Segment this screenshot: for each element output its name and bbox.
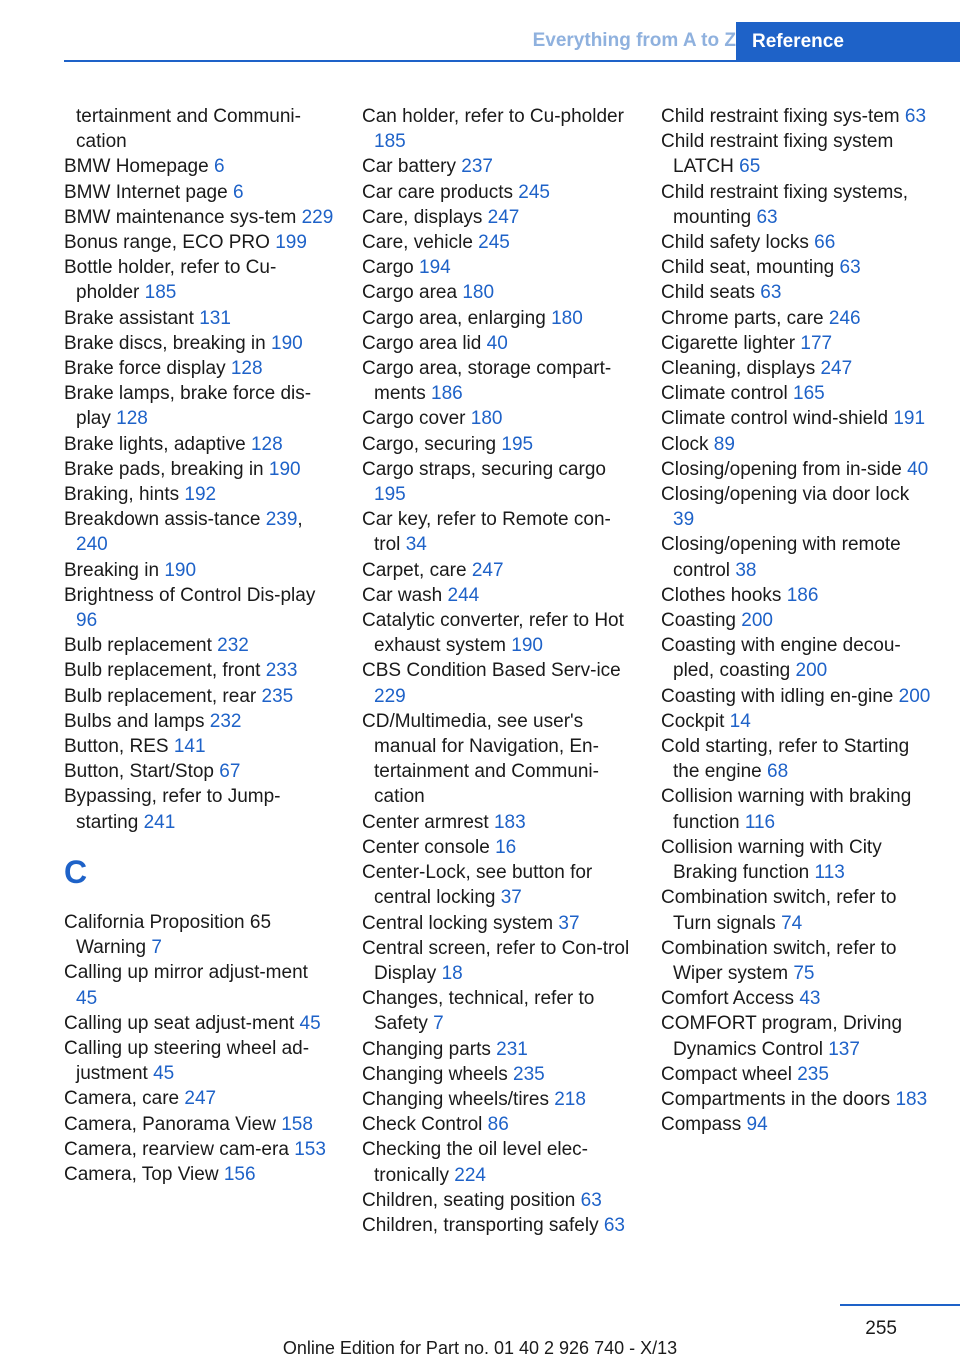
entry-term: Cargo, securing (362, 433, 497, 455)
index-entry (64, 684, 334, 709)
entry-term: Calling up seat adjust-ment (64, 1012, 295, 1034)
index-entry (64, 1162, 334, 1187)
entry-term: California Proposition 65 Warning (64, 911, 272, 959)
page-reference-link[interactable]: 232 (217, 635, 249, 657)
page-reference-link[interactable]: 232 (209, 710, 242, 732)
index-entry (362, 306, 632, 331)
page-reference-link[interactable]: 43 (799, 988, 821, 1010)
entry-term: tertainment and Communi-cation (76, 106, 301, 153)
page-reference-link[interactable]: 74 (781, 912, 803, 934)
index-entry (64, 180, 334, 205)
entry-term: Compact wheel (661, 1063, 792, 1085)
page-reference-link[interactable]: 128 (230, 358, 263, 380)
page-reference-link[interactable]: 190 (271, 332, 303, 354)
entry-term: Car key, refer to Remote con-trol (362, 509, 611, 556)
page-reference-link[interactable]: 229 (301, 206, 334, 228)
index-entry (661, 532, 931, 582)
page-reference-link[interactable]: 200 (795, 660, 828, 682)
entry-term: Cargo area, enlarging (362, 307, 546, 329)
entry-term: Central screen, refer to Con-trol Display (362, 937, 630, 984)
page-reference-link[interactable]: 192 (184, 484, 217, 506)
page-reference-link[interactable]: 6 (213, 156, 225, 178)
index-entry (64, 1011, 334, 1036)
page-reference-link[interactable]: 75 (793, 962, 815, 984)
index-entry (64, 356, 334, 381)
index-entry (362, 356, 632, 406)
index-entry (64, 154, 334, 179)
page-reference-link[interactable]: 18 (441, 962, 463, 984)
page-reference-link[interactable]: 137 (828, 1038, 860, 1060)
entry-term: Collision warning with City Braking function (661, 836, 882, 884)
index-entry (661, 255, 931, 280)
entry-term: Bypassing, refer to Jump-starting (64, 786, 281, 833)
entry-term: Children, transporting safely (362, 1214, 599, 1236)
entry-term: Cold starting, refer to Starting the engine (661, 736, 910, 783)
page-reference-link[interactable]: 199 (275, 232, 307, 254)
page-reference-link[interactable]: 63 (603, 1214, 625, 1236)
index-entry (661, 356, 931, 381)
page-reference-link[interactable]: 89 (713, 433, 735, 455)
entry-term: Child seat, mounting (661, 257, 835, 279)
page-reference-link[interactable]: 39 (673, 509, 695, 531)
entry-term: Care, displays (362, 206, 483, 228)
entry-term: Cleaning, displays (661, 358, 816, 380)
page-reference-link[interactable]: 45 (299, 1012, 321, 1034)
index-entry (661, 709, 931, 734)
index-entry (64, 1036, 334, 1086)
index-entry (661, 1112, 931, 1137)
page-reference-link[interactable]: 116 (744, 811, 776, 833)
index-entry (661, 1011, 931, 1061)
page-reference-link[interactable]: 94 (746, 1114, 768, 1136)
entry-term: Clothes hooks (661, 584, 782, 606)
entry-term: CBS Condition Based Serv-ice (362, 660, 621, 682)
index-entry (661, 381, 931, 406)
entry-term: Cargo area, storage compart-ments (362, 358, 612, 405)
index-entry (362, 658, 632, 708)
entry-term: Center armrest (362, 811, 489, 833)
page-number: 255 (865, 1318, 897, 1339)
entry-term: Compass (661, 1114, 742, 1136)
page-reference-link[interactable]: 153 (294, 1138, 326, 1160)
entry-term: Bottle holder, refer to Cu-pholder (64, 257, 277, 304)
page-reference-link[interactable]: 233 (265, 660, 298, 682)
index-entry (362, 709, 632, 810)
page-reference-link[interactable]: 37 (558, 912, 580, 934)
entry-term: Bonus range, ECO PRO (64, 232, 270, 254)
entry-term: Camera, Panorama View (64, 1113, 276, 1135)
index-entry (64, 1086, 334, 1111)
index-entry (362, 1037, 632, 1062)
entry-term: BMW Internet page (64, 181, 228, 203)
entry-term: Chrome parts, care (661, 307, 824, 329)
index-entry (661, 608, 931, 633)
index-entry (362, 558, 632, 583)
page-reference-link[interactable]: 183 (493, 811, 526, 833)
page-reference-link[interactable]: 180 (551, 307, 583, 329)
page-reference-link[interactable]: 190 (164, 559, 197, 581)
page-reference-link[interactable]: 14 (729, 710, 751, 732)
index-entry (661, 406, 931, 431)
index-column-2 (362, 104, 632, 1238)
page-reference-link[interactable]: 190 (268, 458, 301, 480)
edition-footer: Online Edition for Part no. 01 40 2 926 740 - X/13 (282, 1338, 678, 1358)
entry-term: Brake lamps, brake force dis-play (64, 383, 312, 430)
entry-term: Calling up steering wheel ad-justment (64, 1037, 310, 1085)
entry-term: Cockpit (661, 710, 725, 732)
page-reference-link[interactable]: 245 (478, 232, 510, 254)
entry-term: Bulb replacement (64, 635, 212, 657)
index-entry (64, 734, 334, 759)
header-rule (64, 60, 960, 62)
entry-term: Brake pads, breaking in (64, 458, 264, 480)
index-entry (362, 255, 632, 280)
index-entry (64, 558, 334, 583)
index-entry (64, 205, 334, 230)
entry-term: CD/Multimedia, see user's manual for Navigation, En-tertainment and Communi-cation (362, 710, 599, 808)
entry-term: Clock (661, 433, 709, 455)
entry-term: Collision warning with braking function (661, 786, 912, 833)
index-entry (64, 910, 334, 960)
index-entry (64, 960, 334, 1010)
page-reference-link[interactable]: 241 (143, 811, 176, 833)
entry-term: Camera, Top View (64, 1163, 219, 1185)
page-reference-link[interactable]: 7 (151, 937, 162, 959)
page-reference-link[interactable]: 63 (756, 206, 778, 228)
entry-term: Comfort Access (661, 988, 795, 1010)
entry-term: Coasting (661, 610, 736, 632)
entry-term: Coasting with idling en-gine (661, 685, 894, 707)
section-letter: C (64, 853, 88, 890)
index-entry (362, 1087, 632, 1112)
page-reference-link[interactable]: 235 (513, 1063, 545, 1085)
page-reference-link[interactable]: 247 (487, 206, 520, 228)
index-entry (661, 835, 931, 885)
page-reference-link[interactable]: 246 (828, 307, 861, 329)
page-reference-link[interactable]: 195 (374, 484, 406, 506)
entry-term: Button, RES (64, 736, 169, 758)
page-reference-link[interactable]: 183 (895, 1088, 928, 1110)
index-entry (64, 583, 334, 633)
index-entry (362, 911, 632, 936)
index-entry (64, 759, 334, 784)
page-header (0, 0, 960, 62)
entry-term: Closing/opening with remote control (661, 534, 901, 581)
page-reference-link[interactable]: 63 (904, 106, 927, 127)
index-entry (661, 583, 931, 608)
index-entry (64, 432, 334, 457)
index-entry (661, 180, 931, 230)
page-reference-link[interactable]: 156 (223, 1163, 256, 1185)
page-reference-link[interactable]: 66 (814, 232, 836, 254)
index-column-3 (661, 104, 931, 1137)
page-reference-link[interactable]: 128 (250, 433, 283, 455)
entry-term: Changing parts (362, 1038, 491, 1060)
page-reference-link[interactable]: 37 (500, 887, 522, 909)
entry-term: Car care products (362, 181, 514, 203)
index-entry (362, 230, 632, 255)
index-entry (362, 608, 632, 658)
entry-term: Camera, care (64, 1088, 180, 1110)
entry-term: Coasting with engine decou-pled, coasting (661, 635, 901, 682)
page-reference-link[interactable]: 40 (486, 332, 508, 354)
index-entry (64, 306, 334, 331)
entry-term: Children, seating position (362, 1189, 576, 1211)
page-reference-link[interactable]: 186 (786, 584, 819, 606)
page-reference-link[interactable]: 45 (153, 1063, 175, 1085)
entry-term: Climate control (661, 383, 788, 405)
index-entry (362, 180, 632, 205)
entry-term: Changing wheels (362, 1063, 508, 1085)
index-entry (64, 784, 334, 834)
page-reference-link[interactable]: 96 (76, 610, 98, 632)
entry-term: BMW Homepage (64, 156, 209, 178)
page-reference-link[interactable]: 6 (232, 181, 244, 203)
page-reference-link[interactable]: 235 (261, 685, 294, 707)
page-reference-link[interactable]: 190 (511, 635, 543, 657)
index-entry (661, 280, 931, 305)
index-entry (64, 633, 334, 658)
index-entry: Breakdown assis-tance 239, 240 (64, 509, 303, 556)
page-reference-link[interactable]: 7 (433, 1013, 444, 1035)
entry-term: Changes, technical, refer to Safety (362, 988, 595, 1035)
index-entry (661, 104, 931, 129)
page-reference-link[interactable]: 38 (735, 559, 757, 581)
page-reference-link[interactable]: 40 (907, 458, 929, 480)
index-entry (661, 306, 931, 331)
index-entry (661, 684, 931, 709)
page-reference-link[interactable]: 63 (580, 1189, 602, 1211)
index-entry (661, 986, 931, 1011)
entry-term: Breaking in (64, 559, 160, 581)
index-entry (661, 885, 931, 935)
page-reference-link[interactable]: 195 (501, 433, 534, 455)
entry-term: Closing/opening from in-side (661, 458, 902, 480)
index-entry (661, 734, 931, 784)
page-reference-link[interactable]: 131 (199, 307, 231, 329)
page-reference-link[interactable]: 45 (76, 987, 98, 1009)
entry-term: Checking the oil level elec-tronically (362, 1139, 589, 1186)
index-entry (661, 1062, 931, 1087)
entry-term: Child seats (661, 282, 755, 304)
page-reference-link[interactable]: 194 (419, 257, 451, 279)
page-reference-link[interactable]: 177 (800, 332, 833, 354)
entry-term: Calling up mirror adjust-ment (64, 962, 308, 984)
page-reference-link[interactable]: 34 (405, 534, 427, 556)
entry-term: Bulbs and lamps (64, 710, 205, 732)
index-entry (661, 784, 931, 834)
entry-term: Cigarette lighter (661, 332, 796, 354)
index-entry (362, 986, 632, 1036)
page-reference-link[interactable]: 128 (116, 408, 148, 430)
index-entry (362, 331, 632, 356)
index-entry (661, 482, 931, 532)
index-entry (362, 205, 632, 230)
index-entry (661, 129, 931, 179)
index-entry (362, 1112, 632, 1137)
page-reference-link[interactable]: 218 (554, 1088, 586, 1110)
entry-term: Cargo (362, 257, 414, 279)
index-entry (362, 406, 632, 431)
page-reference-link[interactable]: 235 (797, 1063, 829, 1085)
index-entry (64, 709, 334, 734)
page-reference-link[interactable]: 191 (893, 408, 926, 430)
entry-term: Care, vehicle (362, 232, 473, 254)
entry-term: Climate control wind-shield (661, 408, 889, 430)
entry-term: Center console (362, 836, 490, 858)
index-entry (362, 1062, 632, 1087)
index-entry (362, 835, 632, 860)
page-reference-link[interactable]: 113 (814, 862, 845, 884)
index-entry (661, 633, 931, 683)
page-reference-link[interactable]: 63 (839, 257, 861, 279)
page-reference-link[interactable]: 200 (898, 685, 931, 707)
page-reference-link[interactable]: 63 (760, 282, 782, 304)
index-entry (362, 432, 632, 457)
page-reference-link[interactable]: 239 (265, 509, 298, 531)
page-reference-link[interactable]: 141 (173, 736, 206, 758)
page-reference-link[interactable]: 68 (767, 761, 789, 783)
entry-term: Bulb replacement, front (64, 660, 261, 682)
page-reference-link[interactable]: 240 (76, 534, 108, 556)
reference-tab: Reference (736, 22, 960, 62)
index-entry (661, 936, 931, 986)
index-entry (362, 860, 632, 910)
page-reference-link[interactable]: 200 (741, 610, 773, 632)
entry-term: Brake lights, adaptive (64, 433, 246, 455)
footer-rule (840, 1304, 960, 1306)
index-entry (362, 1188, 632, 1213)
index-entry (362, 1213, 632, 1238)
page-reference-link[interactable]: 16 (495, 836, 517, 858)
entry-term: Can holder, refer to Cu-pholder (362, 106, 624, 127)
page-reference-link[interactable]: 224 (454, 1164, 486, 1186)
entry-term: Child restraint fixing systems, mounting (661, 181, 909, 228)
page-reference-link[interactable]: 165 (793, 383, 825, 405)
entry-term: Child restraint fixing system LATCH (661, 131, 894, 178)
index-entry (64, 255, 334, 305)
index-entry (661, 432, 931, 457)
index-entry (661, 230, 931, 255)
index-entry (362, 1137, 632, 1187)
page-reference-link[interactable]: 180 (462, 282, 495, 304)
entry-term: Car battery (362, 156, 456, 178)
entry-term: Brake discs, breaking in (64, 332, 266, 354)
index-entry (362, 583, 632, 608)
index-entry (64, 381, 334, 431)
entry-term: Compartments in the doors (661, 1088, 891, 1110)
entry-term: Combination switch, refer to Wiper system (661, 937, 897, 984)
index-entry-continuation (64, 104, 334, 154)
entry-term: Check Control (362, 1114, 483, 1136)
entry-term: Closing/opening via door lock (661, 484, 910, 506)
entry-term: Cargo cover (362, 408, 466, 430)
index-entry (362, 936, 632, 986)
index-entry (64, 1112, 334, 1137)
entry-term: Catalytic converter, refer to Hot exhaust system (362, 610, 624, 657)
index-entry (64, 230, 334, 255)
index-entry (362, 810, 632, 835)
entry-term: Brake force display (64, 358, 226, 380)
entry-term: Cargo straps, securing cargo (362, 458, 606, 480)
page-reference-link[interactable]: 185 (374, 131, 406, 153)
entry-term: Cargo area lid (362, 332, 482, 354)
index-entry (661, 1087, 931, 1112)
index-entry (362, 280, 632, 305)
entry-term: Central locking system (362, 912, 554, 934)
index-entry (362, 457, 632, 507)
entry-term: Car wash (362, 584, 443, 606)
page-reference-link[interactable]: 244 (447, 584, 480, 606)
entry-term: Brake assistant (64, 307, 194, 329)
index-entry (362, 104, 632, 154)
page-reference-link[interactable]: 65 (739, 156, 761, 178)
entry-term: Child restraint fixing sys-tem (661, 106, 900, 127)
entry-term: BMW maintenance sys-tem (64, 206, 297, 228)
section-title: Everything from A to Z (532, 30, 736, 51)
index-entry (64, 1137, 334, 1162)
page-reference-link[interactable]: 86 (487, 1114, 509, 1136)
index-entry (661, 331, 931, 356)
entry-term: COMFORT program, Driving Dynamics Control (661, 1013, 903, 1060)
entry-term: Braking, hints (64, 484, 180, 506)
page-reference-link[interactable]: 245 (518, 181, 550, 203)
page-reference-link[interactable]: 237 (461, 156, 493, 178)
entry-term: Button, Start/Stop (64, 761, 214, 783)
page-reference-link[interactable]: 158 (281, 1113, 313, 1135)
page-reference-link[interactable]: 229 (374, 685, 406, 707)
index-entry (64, 331, 334, 356)
page-reference-link[interactable]: 185 (144, 282, 177, 304)
page-reference-link[interactable]: 247 (184, 1088, 217, 1110)
entry-term: Cargo area (362, 282, 458, 304)
entry-term: Carpet, care (362, 559, 467, 581)
entry-term: Changing wheels/tires (362, 1088, 549, 1110)
entry-term: Brightness of Control Dis-play (64, 584, 316, 606)
entry-term: Camera, rearview cam-era (64, 1138, 289, 1160)
page-reference-link[interactable]: 247 (820, 358, 853, 380)
index-entry (64, 482, 334, 507)
index-entry (64, 658, 334, 683)
page-reference-link[interactable]: 186 (431, 383, 463, 405)
page-reference-link[interactable]: 231 (496, 1038, 528, 1060)
index-entry (661, 457, 931, 482)
index-entry (362, 507, 632, 557)
entry-term: Breakdown assis-tance (64, 509, 261, 531)
page-reference-link[interactable]: 180 (470, 408, 503, 430)
page-reference-link[interactable]: 247 (471, 559, 504, 581)
entry-term: Child safety locks (661, 232, 809, 254)
entry-term: Center-Lock, see button for central locking (362, 862, 593, 909)
index-entry (64, 457, 334, 482)
page-reference-link[interactable]: 67 (219, 761, 241, 783)
entry-term: Bulb replacement, rear (64, 685, 257, 707)
index-entry (362, 154, 632, 179)
entry-term: Combination switch, refer to Turn signals (661, 887, 897, 934)
index-column-1 (64, 104, 334, 1187)
